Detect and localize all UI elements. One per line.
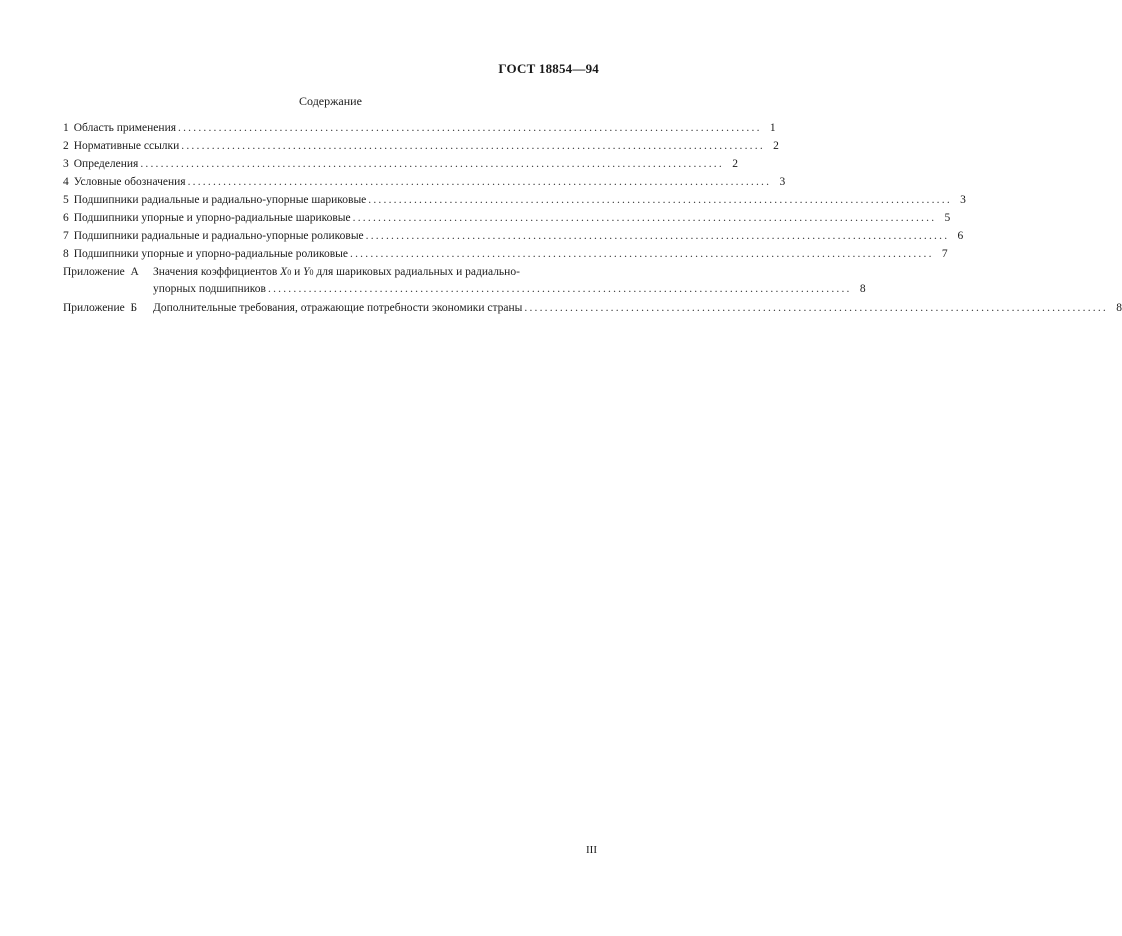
toc-entry-number: 2 — [63, 140, 69, 152]
toc-entry-label: Нормативные ссылки — [73, 140, 180, 152]
table-of-contents — [63, 119, 1122, 317]
appendix-a-line-1 — [153, 263, 866, 282]
appendix-a-text-end: для шариковых радиальных и радиально- — [313, 266, 520, 278]
appendix-b-line — [153, 299, 1122, 317]
toc-entry-number: 4 — [63, 176, 69, 188]
toc-entry[interactable] — [63, 119, 776, 137]
toc-entry-label: Подшипники упорные и упорно-радиальные шариковые — [73, 212, 351, 224]
dot-leader: ................................................................................................................... — [352, 212, 937, 224]
toc-entry-number: 1 — [63, 122, 69, 134]
appendix-a-sub-y: 0 — [309, 268, 314, 277]
toc-entry[interactable] — [63, 137, 779, 155]
toc-entry-page: 7 — [941, 248, 948, 260]
toc-entry[interactable] — [63, 209, 951, 227]
appendix-a-body — [153, 263, 866, 296]
appendix-a-and: и — [291, 266, 304, 278]
dot-leader: ................................................................................................................... — [140, 158, 724, 170]
toc-title: Содержание — [299, 94, 362, 108]
document-code: ГОСТ 18854—94 — [498, 61, 599, 76]
toc-entry-label: Подшипники радиальные и радиально-упорные роликовые — [73, 230, 364, 242]
dot-leader: ................................................................................................................... — [178, 122, 762, 134]
appendix-a-var-x: X — [280, 266, 288, 278]
toc-entry-label: Область применения — [73, 122, 177, 134]
toc-entry-page: 6 — [957, 230, 964, 242]
toc-entry-page: 3 — [960, 194, 966, 206]
toc-entry-label: Определения — [73, 158, 139, 170]
toc-entry[interactable] — [63, 191, 966, 209]
dot-leader: ................................................................................................................... — [524, 302, 1108, 314]
toc-entry-page: 2 — [773, 140, 779, 152]
appendix-a-line-2 — [153, 282, 866, 296]
appendix-b-body — [153, 299, 1122, 317]
toc-entry[interactable] — [63, 155, 738, 173]
page-number: III — [586, 844, 597, 856]
toc-entry-number: 6 — [63, 212, 69, 224]
appendix-a-text-line-2: упорных подшипников — [153, 283, 266, 295]
toc-appendix-a[interactable] — [63, 263, 866, 296]
dot-leader: ................................................................................................................... — [268, 283, 852, 295]
toc-entry[interactable] — [63, 227, 964, 245]
toc-entry-label: Подшипники радиальные и радиально-упорные шариковые — [73, 194, 367, 206]
toc-entry[interactable] — [63, 173, 786, 191]
toc-appendix-b[interactable] — [63, 299, 1122, 317]
dot-leader: ................................................................................................................... — [350, 248, 934, 260]
toc-entry-label: Условные обозначения — [73, 176, 186, 188]
toc-entry-page: 2 — [732, 158, 738, 170]
dot-leader: ................................................................................................................... — [181, 140, 765, 152]
appendix-a-var-y: Y — [303, 266, 310, 278]
toc-entry-page: 3 — [779, 176, 786, 188]
dot-leader: ................................................................................................................... — [187, 176, 772, 188]
toc-entry-page: 5 — [944, 212, 951, 224]
toc-entry-page: 8 — [1116, 302, 1122, 314]
toc-entry-number: 3 — [63, 158, 69, 170]
toc-entry[interactable] — [63, 245, 948, 263]
appendix-a-prefix: Приложение А — [63, 266, 139, 278]
toc-entry-number: 8 — [63, 248, 69, 260]
dot-leader: ................................................................................................................... — [368, 194, 952, 206]
toc-entry-number: 5 — [63, 194, 69, 206]
appendix-a-text-start: Значения коэффициентов — [153, 266, 281, 278]
toc-entry-page: 1 — [769, 122, 776, 134]
toc-entry-page: 8 — [859, 283, 866, 295]
appendix-b-text: Дополнительные требования, отражающие потребности экономики страны — [153, 302, 523, 314]
toc-entry-number: 7 — [63, 230, 69, 242]
toc-entry-label: Подшипники упорные и упорно-радиальные роликовые — [73, 248, 349, 260]
dot-leader: ................................................................................................................... — [365, 230, 950, 242]
appendix-a-sub-x: 0 — [287, 268, 292, 277]
appendix-b-prefix: Приложение Б — [63, 302, 138, 314]
